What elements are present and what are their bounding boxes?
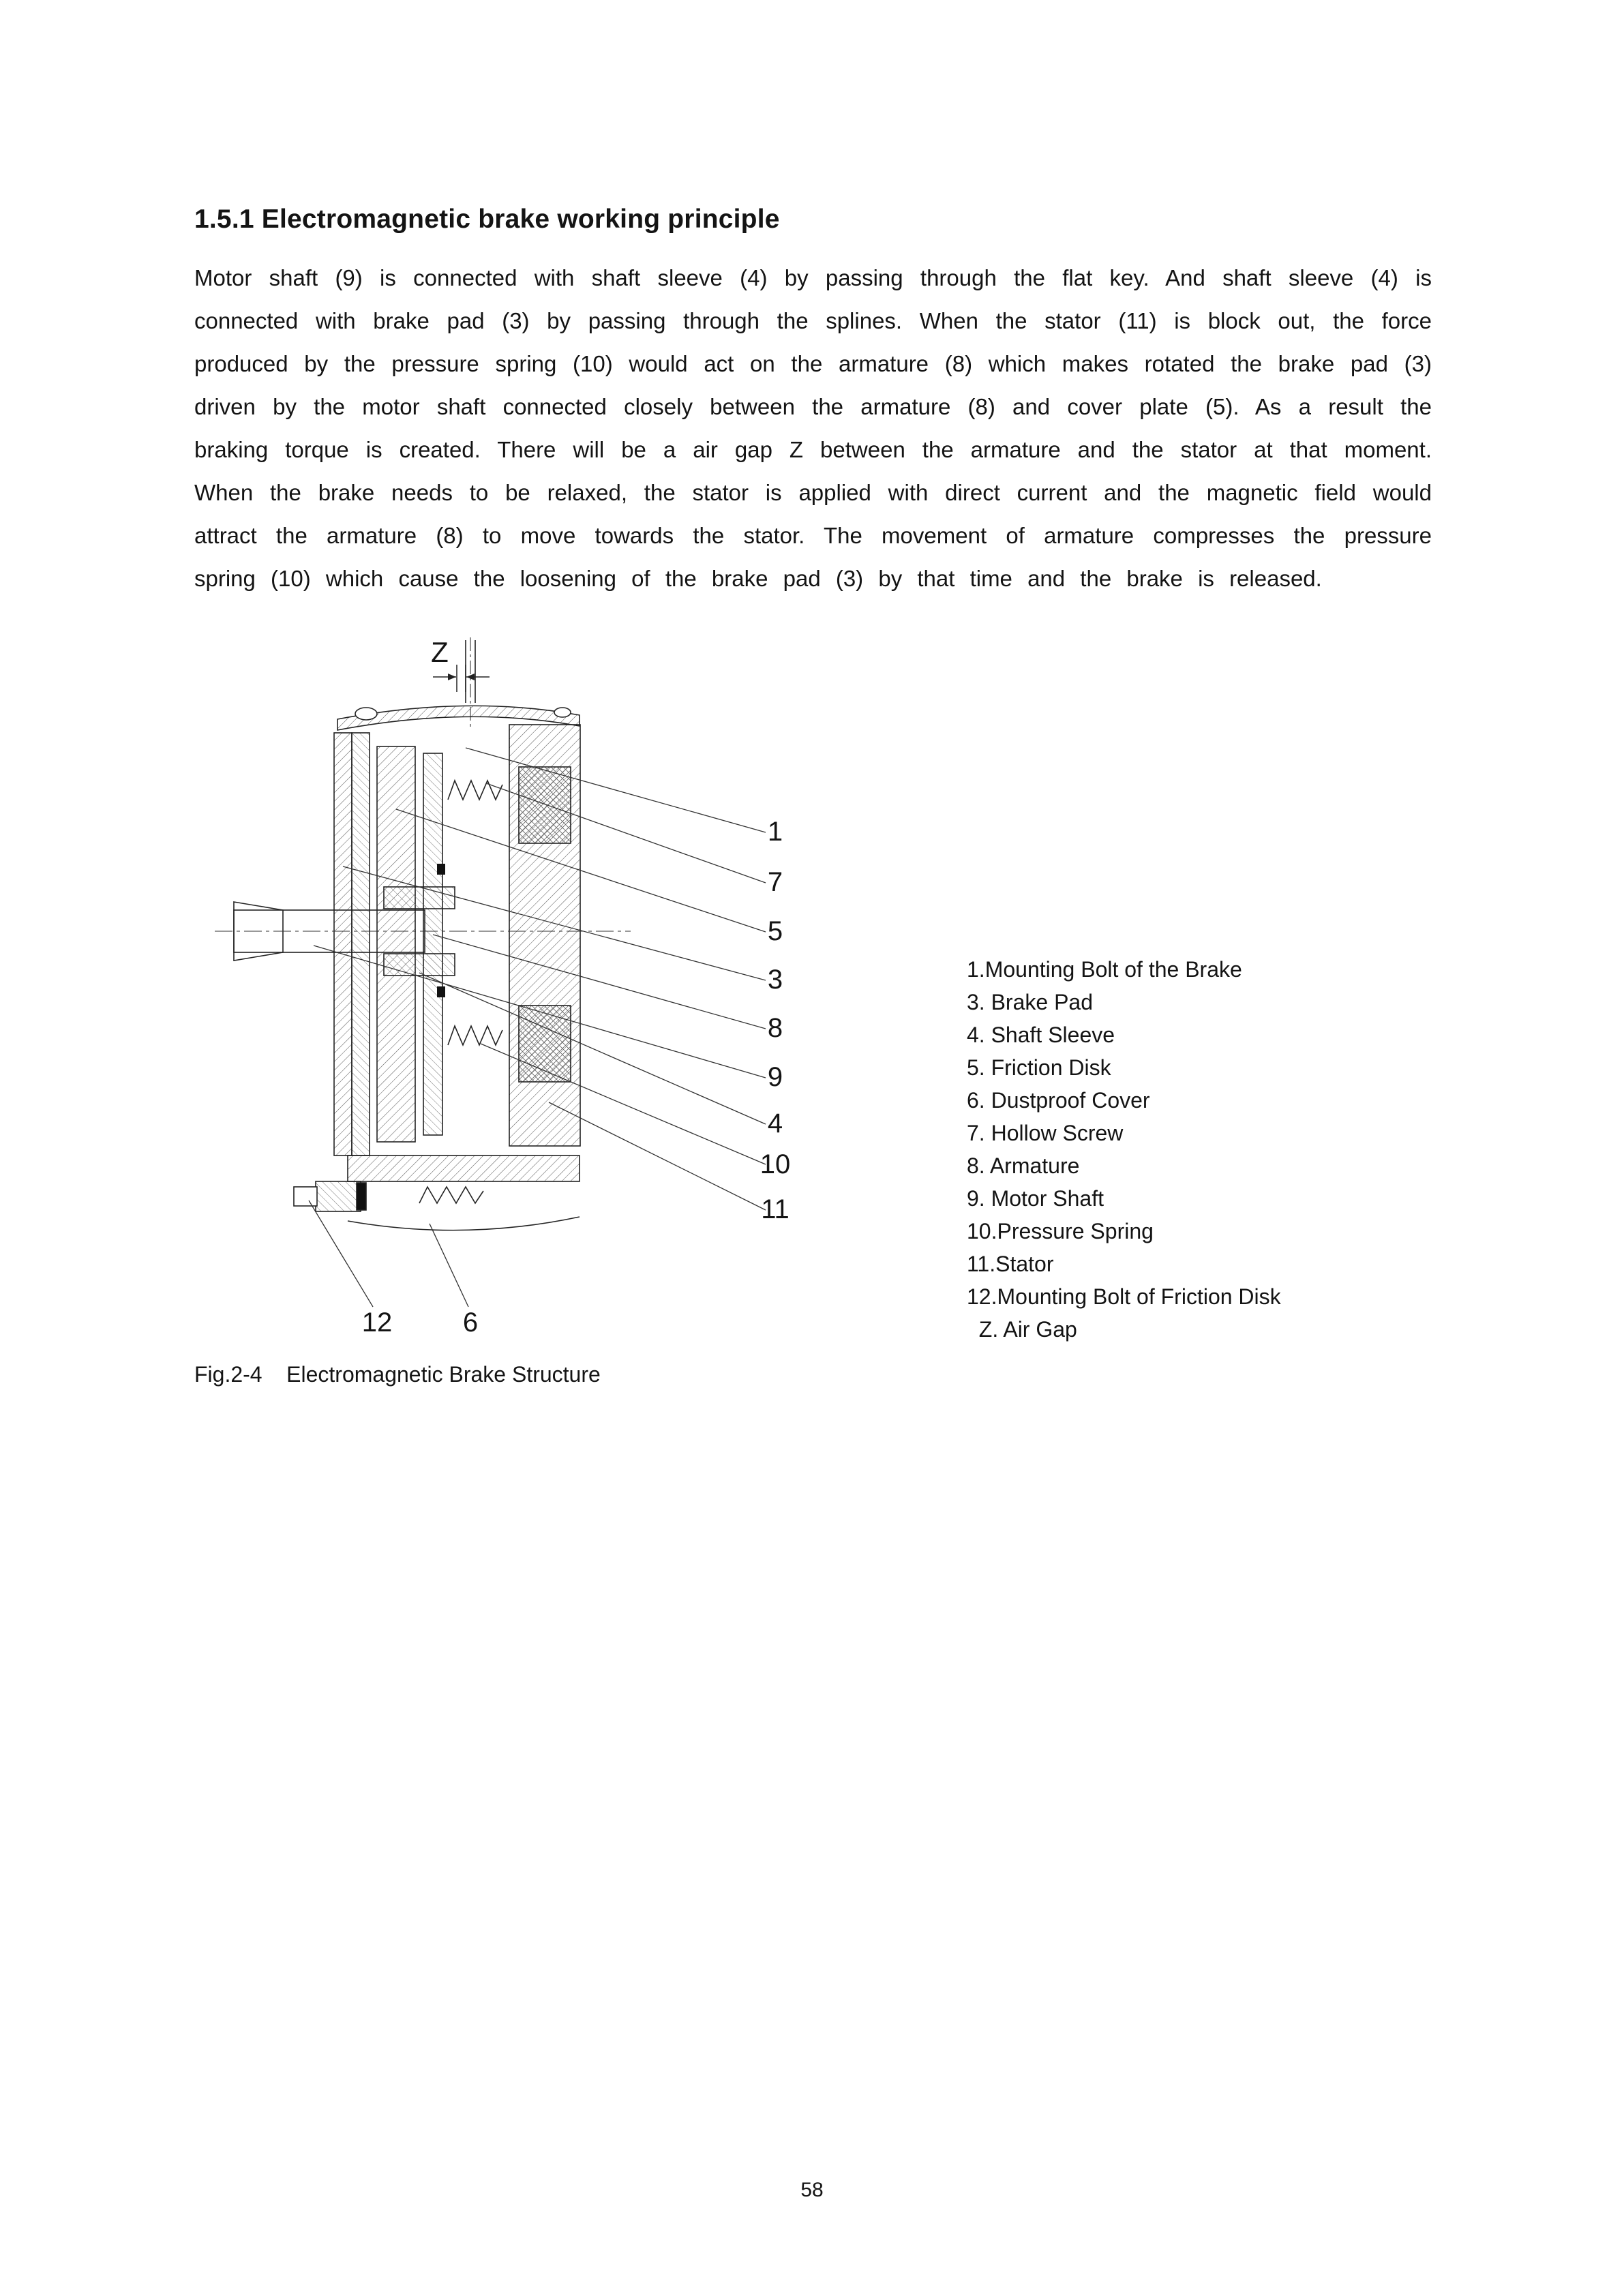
callout-6: 6 (462, 1308, 479, 1338)
callout-12: 12 (361, 1308, 393, 1338)
legend-item: 8. Armature (967, 1153, 1080, 1178)
legend-item: Z. Air Gap (967, 1317, 1077, 1342)
callout-10: 10 (760, 1149, 791, 1179)
legend-item: 4. Shaft Sleeve (967, 1023, 1115, 1047)
legend-item: 3. Brake Pad (967, 990, 1093, 1014)
callout-8: 8 (767, 1013, 783, 1043)
callout-3: 3 (767, 965, 783, 995)
legend-item: 9. Motor Shaft (967, 1186, 1104, 1211)
armature-plate (423, 753, 442, 1135)
brake-structure-diagram (194, 637, 852, 1353)
legend-item: 12.Mounting Bolt of Friction Disk (967, 1284, 1281, 1309)
callout-9: 9 (767, 1062, 783, 1092)
brake-pad (334, 733, 352, 1155)
callout-7: 7 (767, 867, 783, 897)
flat-key-upper (437, 864, 445, 875)
air-gap-dimension (433, 665, 490, 692)
callout-1: 1 (767, 817, 783, 847)
callout-5: 5 (767, 916, 783, 946)
friction-disk (352, 733, 370, 1155)
flat-key-lower (437, 986, 445, 997)
figure-legend (967, 953, 1281, 1346)
body-paragraph: Motor shaft (9) is connected with shaft sleeve (4) by passing through the flat key. And shaft sleeve (4) is connected with brake pad (3) by passing through the splines. When the stator (11) is block out, the force produced by the pressure spring (10) would act on the armature (8) which makes rotated the brake pad (3) driven by the motor shaft connected closely between the armature (8) and cover plate (5). As a result the braking torque is created. There will be a air gap Z between the armature and the stator at that moment. When the brake needs to be relaxed, the stator is applied with direct current and the magnetic field would attract the armature (8) to move towards the stator. The movement of armature compresses the pressure spring (10) which cause the loosening of the brake pad (3) by that time and the brake is released. (194, 265, 1432, 591)
cover-plate (377, 746, 415, 1142)
pressure-spring-upper (448, 781, 502, 800)
bottom-plate (348, 1155, 580, 1181)
pressure-spring-lower (448, 1026, 502, 1045)
legend-item: 10.Pressure Spring (967, 1219, 1154, 1243)
section-heading: 1.5.1 Electromagnetic brake working principle (194, 205, 780, 234)
dustproof-cover-bottom (348, 1217, 580, 1230)
friction-disk-bracket (294, 1181, 366, 1211)
legend-item: 7. Hollow Screw (967, 1121, 1124, 1145)
stator-block (509, 725, 580, 1146)
legend-item: 6. Dustproof Cover (967, 1088, 1150, 1113)
callout-11: 11 (761, 1194, 790, 1224)
legend-item: 1.Mounting Bolt of the Brake (967, 957, 1242, 982)
figure-caption: Fig.2-4 Electromagnetic Brake Structure (194, 1362, 601, 1387)
callout-4: 4 (767, 1108, 783, 1138)
page-number: 58 (800, 2179, 824, 2201)
legend-item: 5. Friction Disk (967, 1055, 1111, 1080)
callout-z: Z (431, 637, 449, 668)
legend-item: 11.Stator (967, 1252, 1054, 1276)
mounting-bolt-friction-disk (294, 1187, 317, 1206)
winding-upper (519, 767, 571, 843)
pressure-spring-bottom (419, 1187, 483, 1203)
